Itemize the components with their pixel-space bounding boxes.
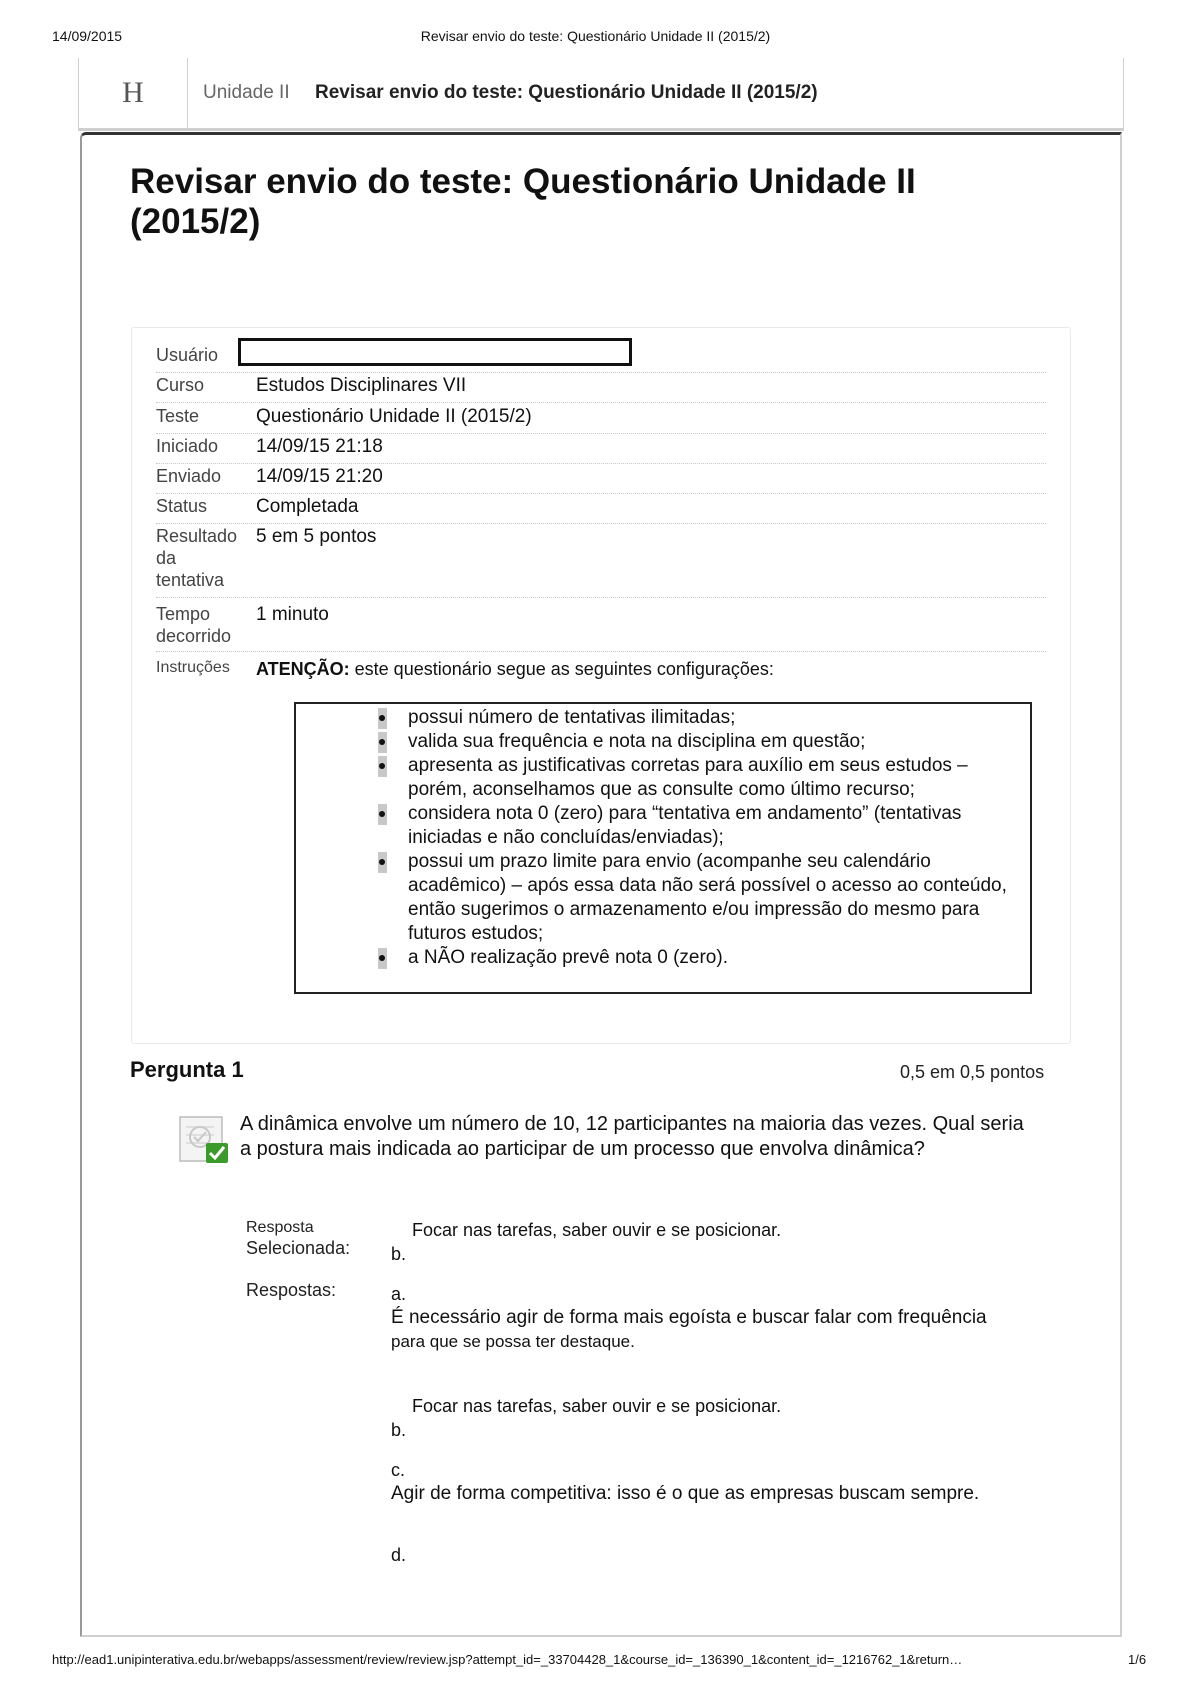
teste-label: Teste <box>156 406 200 426</box>
list-item: a NÃO realização prevê nota 0 (zero). <box>378 946 1018 970</box>
iniciado-label: Iniciado <box>156 436 219 456</box>
question-text: A dinâmica envolve um número de 10, 12 participantes na maioria das vezes. Qual seria a postura mais indicada ao participar de um processo que envolva dinâmica? <box>240 1113 1024 1160</box>
info-row-status <box>156 495 1046 524</box>
answer-b-text: Focar nas tarefas, saber ouvir e se posicionar. <box>412 1396 782 1416</box>
info-row-tempo <box>156 603 1046 652</box>
enviado-label: Enviado <box>156 466 222 486</box>
curso-label: Curso <box>156 375 205 395</box>
bullet-icon <box>378 852 387 873</box>
status-label: Status <box>156 496 208 516</box>
list-item: possui um prazo limite para envio (acompanhe seu calendário acadêmico) – após essa data não será possível o acesso ao conteúdo, então sugerimos o armazenamento e/ou impressão do mesmo para futuros estudos; <box>378 850 1018 946</box>
breadcrumb-unit-link[interactable]: Unidade II <box>203 82 290 103</box>
answers-label: Respostas: <box>246 1280 337 1300</box>
list-item: apresenta as justificativas corretas para auxílio em seus estudos – porém, aconselhamos que as consulte como último recurso; <box>378 754 1018 802</box>
question-points: 0,5 em 0,5 pontos <box>900 1062 1045 1082</box>
check-document-icon <box>178 1113 230 1165</box>
instrucoes-value: ATENÇÃO: este questionário segue as seguintes configurações: <box>256 659 774 679</box>
info-row-enviado <box>156 465 1046 494</box>
bullet-icon <box>378 732 387 753</box>
bullet-icon <box>378 708 387 729</box>
resultado-label: Resultado da tentativa <box>156 526 238 590</box>
print-date: 14/09/2015 <box>52 28 123 44</box>
selected-answer-letter: b. <box>391 1244 407 1264</box>
info-row-iniciado <box>156 435 1046 464</box>
question-title: Pergunta 1 <box>130 1057 244 1082</box>
page-title-line-2: (2015/2) <box>130 202 261 241</box>
list-item: valida sua frequência e nota na disciplina em questão; <box>378 730 1018 754</box>
bullet-icon <box>378 756 387 777</box>
breadcrumb-bar <box>78 58 1124 131</box>
answer-d-letter: d. <box>391 1545 407 1565</box>
print-page-number: 1/6 <box>1128 1652 1147 1667</box>
tempo-value: 1 minuto <box>256 604 329 625</box>
info-row-curso <box>156 374 1046 403</box>
selected-answer-label: Resposta Selecionada: <box>246 1219 351 1258</box>
print-url: http://ead1.unipinterativa.edu.br/webapps/assessment/review/review.jsp?attempt_id=_33704428_1&course_id=_136390_1&content_id=_1216762_1&return… <box>52 1652 963 1667</box>
page-title <box>130 162 1030 242</box>
bullet-icon <box>378 948 387 969</box>
curso-value: Estudos Disciplinares VII <box>256 375 467 396</box>
instructions-list <box>378 706 1018 970</box>
answer-c-text: Agir de forma competitiva: isso é o que as empresas buscam sempre. <box>391 1483 980 1504</box>
info-row-teste <box>156 405 1046 434</box>
info-row-instrucoes <box>156 657 1046 683</box>
iniciado-value: 14/09/15 21:18 <box>256 436 383 457</box>
usuario-label: Usuário <box>156 345 219 365</box>
selected-answer-text: Focar nas tarefas, saber ouvir e se posicionar. <box>412 1220 782 1240</box>
breadcrumb-current-page: Revisar envio do teste: Questionário Unidade II (2015/2) <box>315 82 818 103</box>
bullet-icon <box>378 804 387 825</box>
teste-value: Questionário Unidade II (2015/2) <box>256 406 532 427</box>
info-row-resultado <box>156 525 1046 598</box>
logo[interactable]: H <box>79 58 188 128</box>
page-title-line-1: Revisar envio do teste: Questionário Unidade II <box>130 162 916 201</box>
redacted-user-box <box>238 338 632 366</box>
answer-a-letter: a. <box>391 1284 407 1304</box>
answer-a-text: É necessário agir de forma mais egoísta e buscar falar com frequência para que se possa ter destaque. <box>391 1307 987 1351</box>
instrucoes-label: Instruções <box>156 659 230 676</box>
list-item: considera nota 0 (zero) para “tentativa em andamento” (tentativas iniciadas e não concluídas/enviadas); <box>378 802 1018 850</box>
tempo-label: Tempo decorrido <box>156 604 232 646</box>
enviado-value: 14/09/15 21:20 <box>256 466 383 487</box>
status-value: Completada <box>256 496 359 517</box>
resultado-value: 5 em 5 pontos <box>256 526 377 547</box>
answer-c-letter: c. <box>391 1460 406 1480</box>
answer-b-letter: b. <box>391 1420 407 1440</box>
list-item: possui número de tentativas ilimitadas; <box>378 706 1018 730</box>
print-title: Revisar envio do teste: Questionário Unidade II (2015/2) <box>420 28 771 44</box>
